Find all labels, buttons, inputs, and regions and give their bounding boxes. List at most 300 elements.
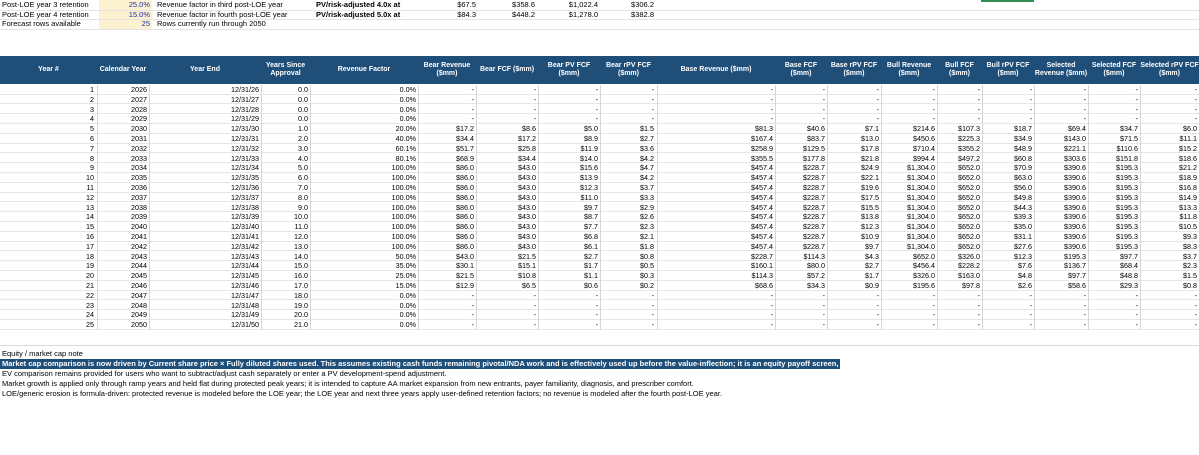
table-cell[interactable]: $1.8	[640, 241, 654, 251]
table-cell[interactable]: $57.2	[807, 271, 825, 281]
table-cell[interactable]: 23	[86, 300, 94, 310]
table-cell[interactable]: -	[1083, 310, 1086, 320]
table-cell[interactable]: $44.3	[1014, 202, 1032, 212]
table-cell[interactable]: 3	[90, 104, 94, 114]
table-cell[interactable]: 6	[90, 134, 94, 143]
table-cell[interactable]: $11.9	[580, 143, 598, 153]
table-cell[interactable]: 2031	[131, 134, 147, 143]
table-cell[interactable]: $86.0	[456, 202, 474, 212]
notes-line[interactable]: LOE/generic erosion is formula-driven: protected revenue is modeled before the LOE year; the LOE year and next three years apply user-defined retention factors; no revenue is modeled after the fourth post-LOE year.	[2, 389, 722, 398]
table-cell[interactable]: $228.7	[803, 241, 825, 251]
table-cell[interactable]: -	[770, 320, 773, 330]
table-cell[interactable]: 12/31/36	[231, 183, 259, 192]
table-cell[interactable]: $15.2	[1179, 143, 1197, 153]
table-cell[interactable]: $6.5	[522, 281, 536, 290]
table-cell[interactable]: 24	[86, 310, 94, 320]
table-cell[interactable]: $5.0	[584, 124, 598, 134]
table-cell[interactable]: 2043	[131, 251, 147, 261]
table-cell[interactable]: $195.3	[1116, 173, 1138, 183]
table-cell[interactable]: 100.0%	[391, 183, 416, 192]
table-cell[interactable]: $86.0	[456, 163, 474, 173]
table-cell[interactable]: 12/31/39	[231, 212, 259, 222]
table-cell[interactable]: -	[876, 114, 879, 124]
table-cell[interactable]: -	[932, 104, 935, 114]
table-cell[interactable]: -	[822, 85, 825, 94]
table-cell[interactable]: 4.0	[298, 153, 308, 163]
table-cell[interactable]: -	[533, 290, 536, 300]
table-cell[interactable]: $4.8	[1018, 271, 1032, 281]
table-cell[interactable]: $17.5	[861, 192, 879, 202]
table-cell[interactable]: 80.1%	[395, 153, 416, 163]
table-cell[interactable]: $81.3	[755, 124, 773, 134]
table-cell[interactable]: 12	[86, 192, 94, 202]
table-cell[interactable]: $7.7	[584, 222, 598, 232]
table-cell[interactable]: $456.4	[913, 261, 935, 271]
column-header[interactable]: Year End	[190, 66, 220, 73]
table-cell[interactable]: -	[977, 310, 980, 320]
table-cell[interactable]: 2044	[131, 261, 147, 271]
table-cell[interactable]: $457.4	[751, 232, 773, 241]
table-cell[interactable]: 1.0	[298, 124, 308, 134]
table-cell[interactable]: $457.4	[751, 202, 773, 212]
table-cell[interactable]: $14.0	[580, 153, 598, 163]
table-cell[interactable]: $1.1	[584, 271, 598, 281]
table-cell[interactable]: 2036	[131, 183, 147, 192]
risk-adjusted-value[interactable]: $448.2	[512, 9, 535, 19]
table-cell[interactable]: $457.4	[751, 212, 773, 222]
table-cell[interactable]: $136.7	[1064, 261, 1086, 271]
table-cell[interactable]: $97.8	[962, 281, 980, 290]
assumption-input[interactable]: 25	[99, 19, 152, 29]
table-cell[interactable]: -	[1135, 94, 1138, 104]
table-cell[interactable]: 9.0	[298, 202, 308, 212]
table-cell[interactable]: -	[471, 290, 474, 300]
table-cell[interactable]: -	[651, 300, 654, 310]
table-cell[interactable]: 15	[86, 222, 94, 232]
table-cell[interactable]: -	[876, 310, 879, 320]
column-header[interactable]: Bull rPV FCF ($mm)	[986, 62, 1030, 77]
table-cell[interactable]: 16	[86, 232, 94, 241]
table-cell[interactable]: $214.6	[913, 124, 935, 134]
table-cell[interactable]: -	[1194, 104, 1197, 114]
table-cell[interactable]: -	[1083, 85, 1086, 94]
table-cell[interactable]: -	[1029, 300, 1032, 310]
table-cell[interactable]: -	[471, 300, 474, 310]
column-header[interactable]: Selected Revenue ($mm)	[1034, 62, 1088, 77]
table-cell[interactable]: $4.2	[640, 173, 654, 183]
table-cell[interactable]: $15.1	[518, 261, 536, 271]
table-cell[interactable]: $1.7	[865, 271, 879, 281]
table-cell[interactable]: $10.5	[1179, 222, 1197, 232]
table-cell[interactable]: $39.3	[1014, 212, 1032, 222]
table-cell[interactable]: 100.0%	[391, 202, 416, 212]
table-cell[interactable]: $195.3	[1116, 163, 1138, 173]
table-cell[interactable]: -	[1029, 104, 1032, 114]
table-cell[interactable]: 12/31/47	[231, 290, 259, 300]
table-cell[interactable]: -	[533, 114, 536, 124]
table-cell[interactable]: $71.5	[1120, 134, 1138, 143]
table-cell[interactable]: 2027	[131, 94, 147, 104]
column-header[interactable]: Calendar Year	[99, 66, 147, 73]
table-cell[interactable]: $228.7	[803, 192, 825, 202]
table-cell[interactable]: 14	[86, 212, 94, 222]
table-cell[interactable]: $22.1	[861, 173, 879, 183]
table-cell[interactable]: $43.0	[518, 192, 536, 202]
table-cell[interactable]: 12/31/28	[231, 104, 259, 114]
table-cell[interactable]: 12/31/37	[231, 192, 259, 202]
table-cell[interactable]: $4.3	[865, 251, 879, 261]
table-cell[interactable]: $114.3	[751, 271, 773, 281]
table-cell[interactable]: $12.3	[1014, 251, 1032, 261]
table-cell[interactable]: $12.9	[456, 281, 474, 290]
column-header[interactable]: Years Since Approval	[265, 62, 306, 77]
table-cell[interactable]: $17.2	[456, 124, 474, 134]
table-cell[interactable]: $83.7	[807, 134, 825, 143]
table-cell[interactable]: $0.9	[865, 281, 879, 290]
table-cell[interactable]: $69.4	[1068, 124, 1086, 134]
table-cell[interactable]: $12.3	[580, 183, 598, 192]
table-cell[interactable]: 12/31/50	[231, 320, 259, 330]
table-cell[interactable]: $1,304.0	[907, 183, 935, 192]
table-cell[interactable]: -	[533, 85, 536, 94]
table-cell[interactable]: $2.7	[584, 251, 598, 261]
table-cell[interactable]: -	[770, 85, 773, 94]
table-cell[interactable]: -	[471, 114, 474, 124]
table-cell[interactable]: $6.1	[584, 241, 598, 251]
table-cell[interactable]: $68.9	[456, 153, 474, 163]
table-cell[interactable]: 12/31/46	[231, 281, 259, 290]
table-cell[interactable]: $652.0	[958, 202, 980, 212]
table-cell[interactable]: $11.8	[1179, 212, 1197, 222]
risk-adjusted-value[interactable]: $1,278.0	[568, 9, 598, 19]
table-cell[interactable]: -	[471, 320, 474, 330]
table-cell[interactable]: 2026	[131, 85, 147, 94]
table-cell[interactable]: $13.8	[861, 212, 879, 222]
table-cell[interactable]: -	[822, 94, 825, 104]
table-cell[interactable]: -	[595, 104, 598, 114]
table-cell[interactable]: $8.6	[522, 124, 536, 134]
table-cell[interactable]: -	[1029, 114, 1032, 124]
table-cell[interactable]: $21.2	[1179, 163, 1197, 173]
table-cell[interactable]: $6.0	[1183, 124, 1197, 134]
table-cell[interactable]: 0.0%	[399, 85, 416, 94]
table-cell[interactable]: $29.3	[1120, 281, 1138, 290]
table-cell[interactable]: 19.0	[294, 300, 308, 310]
table-cell[interactable]: -	[651, 310, 654, 320]
risk-adjusted-label[interactable]: PV/risk-adjusted 4.0x at	[316, 0, 401, 9]
table-cell[interactable]: 4	[90, 114, 94, 124]
table-cell[interactable]: -	[876, 94, 879, 104]
table-cell[interactable]: $43.0	[518, 212, 536, 222]
column-header[interactable]: Revenue Factor	[337, 66, 391, 73]
table-cell[interactable]: $21.5	[456, 271, 474, 281]
column-header[interactable]: Base rPV FCF ($mm)	[830, 62, 878, 77]
table-cell[interactable]: $3.3	[640, 192, 654, 202]
table-cell[interactable]: $0.5	[640, 261, 654, 271]
table-cell[interactable]: $652.0	[958, 222, 980, 232]
table-cell[interactable]: -	[595, 290, 598, 300]
table-cell[interactable]: 0.0	[298, 94, 308, 104]
column-header[interactable]: Selected rPV FCF ($mm)	[1140, 62, 1199, 77]
table-cell[interactable]: -	[876, 290, 879, 300]
table-cell[interactable]: $60.8	[1014, 153, 1032, 163]
table-cell[interactable]: -	[1135, 320, 1138, 330]
assumption-label[interactable]: Forecast rows available	[2, 19, 81, 28]
table-cell[interactable]: $2.3	[1183, 261, 1197, 271]
table-cell[interactable]: $17.2	[518, 134, 536, 143]
table-cell[interactable]: 10	[86, 173, 94, 183]
table-cell[interactable]: $195.3	[1116, 232, 1138, 241]
table-cell[interactable]: $2.7	[865, 261, 879, 271]
table-cell[interactable]: 2037	[131, 192, 147, 202]
table-cell[interactable]: $68.4	[1120, 261, 1138, 271]
notes-heading[interactable]: Equity / market cap note	[2, 349, 83, 358]
table-cell[interactable]: 2035	[131, 173, 147, 183]
table-cell[interactable]: 12/31/43	[231, 251, 259, 261]
table-cell[interactable]: $1,304.0	[907, 192, 935, 202]
table-cell[interactable]: $1,304.0	[907, 222, 935, 232]
table-cell[interactable]: 0.0%	[399, 290, 416, 300]
assumption-input[interactable]: 15.0%	[99, 10, 152, 20]
table-cell[interactable]: $3.7	[640, 183, 654, 192]
table-cell[interactable]: -	[1083, 290, 1086, 300]
table-cell[interactable]: $710.4	[913, 143, 935, 153]
table-cell[interactable]: $1.7	[584, 261, 598, 271]
table-cell[interactable]: $0.3	[640, 271, 654, 281]
table-cell[interactable]: -	[1083, 94, 1086, 104]
table-cell[interactable]: $390.6	[1064, 202, 1086, 212]
table-cell[interactable]: $652.0	[958, 212, 980, 222]
table-cell[interactable]: $63.0	[1014, 173, 1032, 183]
table-cell[interactable]: 7.0	[298, 183, 308, 192]
table-cell[interactable]: 2046	[131, 281, 147, 290]
column-header[interactable]: Bear Revenue ($mm)	[423, 62, 471, 77]
table-cell[interactable]: $19.6	[861, 183, 879, 192]
table-cell[interactable]: -	[651, 104, 654, 114]
table-cell[interactable]: $14.9	[1179, 192, 1197, 202]
table-cell[interactable]: -	[533, 94, 536, 104]
table-cell[interactable]: $114.3	[803, 251, 825, 261]
table-cell[interactable]: $43.0	[518, 232, 536, 241]
table-cell[interactable]: 21.0	[294, 320, 308, 330]
risk-adjusted-value[interactable]: $67.5	[457, 0, 476, 9]
table-cell[interactable]: $2.7	[640, 134, 654, 143]
table-cell[interactable]: $390.6	[1064, 222, 1086, 232]
table-cell[interactable]: 5	[90, 124, 94, 134]
table-cell[interactable]: $0.8	[640, 251, 654, 261]
table-cell[interactable]: $43.0	[518, 241, 536, 251]
table-cell[interactable]: $652.0	[958, 241, 980, 251]
table-cell[interactable]: $225.3	[958, 134, 980, 143]
table-cell[interactable]: -	[1194, 85, 1197, 94]
table-cell[interactable]: $457.4	[751, 241, 773, 251]
table-cell[interactable]: $228.7	[803, 202, 825, 212]
table-cell[interactable]: -	[822, 300, 825, 310]
table-cell[interactable]: 12/31/40	[231, 222, 259, 232]
table-cell[interactable]: $48.8	[1120, 271, 1138, 281]
table-cell[interactable]: 100.0%	[391, 173, 416, 183]
table-cell[interactable]: $86.0	[456, 241, 474, 251]
table-cell[interactable]: 2050	[131, 320, 147, 330]
table-cell[interactable]: $1.5	[1183, 271, 1197, 281]
table-cell[interactable]: $2.9	[640, 202, 654, 212]
table-cell[interactable]: -	[1135, 310, 1138, 320]
table-cell[interactable]: 11	[86, 183, 94, 192]
table-cell[interactable]: 18	[86, 251, 94, 261]
table-cell[interactable]: 12/31/26	[231, 85, 259, 94]
table-cell[interactable]: $8.3	[1183, 241, 1197, 251]
table-cell[interactable]: -	[651, 290, 654, 300]
table-cell[interactable]: $12.3	[861, 222, 879, 232]
table-cell[interactable]: -	[1135, 104, 1138, 114]
table-cell[interactable]: $151.8	[1116, 153, 1138, 163]
table-cell[interactable]: $25.8	[518, 143, 536, 153]
table-cell[interactable]: 19	[86, 261, 94, 271]
table-cell[interactable]: 9	[90, 163, 94, 173]
table-cell[interactable]: $1.5	[640, 124, 654, 134]
table-cell[interactable]: $1,304.0	[907, 202, 935, 212]
table-cell[interactable]: -	[1029, 320, 1032, 330]
table-cell[interactable]: 12/31/42	[231, 241, 259, 251]
table-cell[interactable]: -	[471, 94, 474, 104]
table-cell[interactable]: $27.6	[1014, 241, 1032, 251]
assumption-label[interactable]: Post-LOE year 4 retention	[2, 9, 89, 19]
table-cell[interactable]: 12/31/44	[231, 261, 259, 271]
table-cell[interactable]: $457.4	[751, 163, 773, 173]
table-cell[interactable]: 12/31/27	[231, 94, 259, 104]
table-cell[interactable]: -	[651, 85, 654, 94]
table-cell[interactable]: $195.3	[1116, 183, 1138, 192]
assumption-label[interactable]: Post-LOE year 3 retention	[2, 0, 89, 9]
table-cell[interactable]: $450.6	[913, 134, 935, 143]
table-cell[interactable]: $97.7	[1120, 251, 1138, 261]
table-cell[interactable]: $2.3	[640, 222, 654, 232]
table-cell[interactable]: $68.6	[755, 281, 773, 290]
table-cell[interactable]: 2034	[131, 163, 147, 173]
notes-line[interactable]: EV comparison remains provided for users who want to subtract/adjust cash separately or enter a PV development-spend adjustment.	[2, 369, 447, 378]
column-header[interactable]: Bull Revenue ($mm)	[886, 62, 932, 77]
table-cell[interactable]: $1,304.0	[907, 241, 935, 251]
table-cell[interactable]: -	[876, 320, 879, 330]
table-cell[interactable]: 100.0%	[391, 212, 416, 222]
table-cell[interactable]: $195.3	[1116, 192, 1138, 202]
column-header[interactable]: Bear PV FCF ($mm)	[547, 62, 591, 77]
table-cell[interactable]: -	[595, 85, 598, 94]
table-cell[interactable]: $16.8	[1179, 183, 1197, 192]
table-cell[interactable]: 20.0	[294, 310, 308, 320]
table-cell[interactable]: -	[651, 114, 654, 124]
table-cell[interactable]: $18.7	[1014, 124, 1032, 134]
table-cell[interactable]: -	[1135, 300, 1138, 310]
table-cell[interactable]: $3.7	[1183, 251, 1197, 261]
table-cell[interactable]: $160.1	[751, 261, 773, 271]
table-cell[interactable]: -	[822, 320, 825, 330]
table-cell[interactable]: -	[1083, 104, 1086, 114]
table-cell[interactable]: 11.0	[294, 222, 308, 232]
table-cell[interactable]: -	[1194, 320, 1197, 330]
table-cell[interactable]: 2	[90, 94, 94, 104]
table-cell[interactable]: -	[977, 85, 980, 94]
table-cell[interactable]: 12/31/49	[231, 310, 259, 320]
table-cell[interactable]: 25	[86, 320, 94, 330]
table-cell[interactable]: $2.6	[1018, 281, 1032, 290]
table-cell[interactable]: -	[595, 300, 598, 310]
table-cell[interactable]: $195.3	[1116, 212, 1138, 222]
table-cell[interactable]: $497.2	[958, 153, 980, 163]
table-cell[interactable]: $56.0	[1014, 183, 1032, 192]
table-cell[interactable]: -	[595, 94, 598, 104]
table-cell[interactable]: $355.5	[751, 153, 773, 163]
table-cell[interactable]: 2028	[131, 104, 147, 114]
table-cell[interactable]: $6.8	[584, 232, 598, 241]
table-cell[interactable]: -	[932, 290, 935, 300]
column-header[interactable]: Year #	[38, 66, 59, 73]
table-cell[interactable]: -	[977, 114, 980, 124]
table-cell[interactable]: $228.7	[803, 183, 825, 192]
table-cell[interactable]: $1,304.0	[907, 163, 935, 173]
table-cell[interactable]: -	[876, 300, 879, 310]
table-cell[interactable]: 8.0	[298, 192, 308, 202]
table-cell[interactable]: $8.7	[584, 212, 598, 222]
table-cell[interactable]: $4.7	[640, 163, 654, 173]
table-cell[interactable]: 100.0%	[391, 241, 416, 251]
table-cell[interactable]: 2045	[131, 271, 147, 281]
table-cell[interactable]: $652.0	[958, 173, 980, 183]
table-cell[interactable]: -	[977, 104, 980, 114]
table-cell[interactable]: 0.0%	[399, 114, 416, 124]
table-cell[interactable]: $1,304.0	[907, 232, 935, 241]
table-cell[interactable]: $43.0	[518, 173, 536, 183]
table-cell[interactable]: 0.0	[298, 85, 308, 94]
table-cell[interactable]: $390.6	[1064, 232, 1086, 241]
table-cell[interactable]: 15.0%	[395, 281, 416, 290]
table-cell[interactable]: $652.0	[958, 192, 980, 202]
risk-adjusted-value[interactable]: $1,022.4	[568, 0, 598, 9]
table-cell[interactable]: $35.0	[1014, 222, 1032, 232]
table-cell[interactable]: 40.0%	[395, 134, 416, 143]
table-cell[interactable]: -	[595, 310, 598, 320]
table-cell[interactable]: 3.0	[298, 143, 308, 153]
table-cell[interactable]: $228.2	[958, 261, 980, 271]
table-cell[interactable]: -	[1135, 114, 1138, 124]
table-cell[interactable]: $457.4	[751, 222, 773, 232]
table-cell[interactable]: -	[977, 300, 980, 310]
table-cell[interactable]: $2.6	[640, 212, 654, 222]
table-cell[interactable]: 10.0	[294, 212, 308, 222]
table-cell[interactable]: -	[533, 310, 536, 320]
assumption-description[interactable]: Revenue factor in fourth post-LOE year	[157, 9, 288, 19]
table-cell[interactable]: 2039	[131, 212, 147, 222]
column-header[interactable]: Bear rPV FCF ($mm)	[605, 62, 652, 77]
table-cell[interactable]: 12/31/41	[231, 232, 259, 241]
table-cell[interactable]: $15.6	[580, 163, 598, 173]
table-cell[interactable]: $107.3	[958, 124, 980, 134]
table-cell[interactable]: -	[770, 300, 773, 310]
table-cell[interactable]: $390.6	[1064, 192, 1086, 202]
table-cell[interactable]: $86.0	[456, 183, 474, 192]
table-cell[interactable]: -	[1194, 310, 1197, 320]
table-cell[interactable]: $0.6	[584, 281, 598, 290]
table-cell[interactable]: $34.9	[1014, 134, 1032, 143]
table-cell[interactable]: 12.0	[294, 232, 308, 241]
table-cell[interactable]: -	[1029, 94, 1032, 104]
table-cell[interactable]: -	[1194, 300, 1197, 310]
table-cell[interactable]: 1	[90, 85, 94, 94]
table-cell[interactable]: $258.9	[751, 143, 773, 153]
table-cell[interactable]: $110.6	[1116, 143, 1138, 153]
table-cell[interactable]: -	[1194, 114, 1197, 124]
table-cell[interactable]: 12/31/29	[231, 114, 259, 124]
